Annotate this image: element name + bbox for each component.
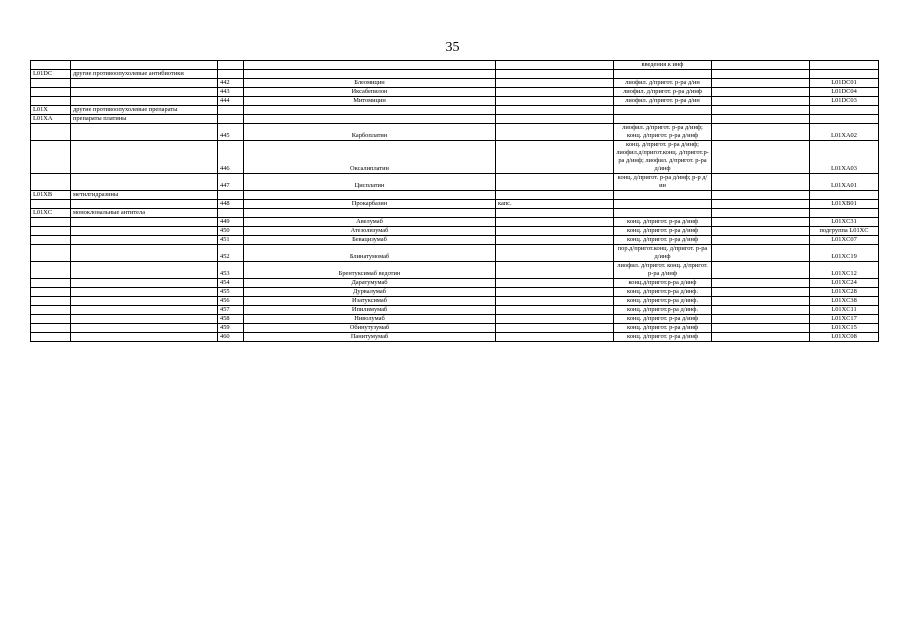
table-cell xyxy=(218,191,244,200)
table-cell xyxy=(712,141,810,174)
table-cell xyxy=(31,124,71,141)
table-cell xyxy=(218,115,244,124)
table-cell: конц. д/пригот.р-ра д/инф. xyxy=(614,297,712,306)
table-cell xyxy=(244,70,496,79)
table-cell xyxy=(31,315,71,324)
table-cell: введения к инф xyxy=(614,61,712,70)
table-cell xyxy=(31,306,71,315)
table-cell: 460 xyxy=(218,333,244,342)
table-cell: другие противоопухолевые антибиотики xyxy=(71,70,218,79)
table-cell: 453 xyxy=(218,262,244,279)
table-row xyxy=(31,61,879,70)
table-cell xyxy=(31,79,71,88)
table-cell xyxy=(496,106,614,115)
table-cell: 446 xyxy=(218,141,244,174)
table-cell: L01DC xyxy=(31,70,71,79)
table-cell: пор.д/пригот.конц. д/пригот. р-ра д/инф xyxy=(614,245,712,262)
table-cell: 448 xyxy=(218,200,244,209)
table-cell xyxy=(71,262,218,279)
table-row xyxy=(31,218,879,227)
table-row xyxy=(31,279,879,288)
table-cell xyxy=(31,97,71,106)
table-cell: Авелумаб xyxy=(244,218,496,227)
table-cell: 458 xyxy=(218,315,244,324)
table-cell xyxy=(712,70,810,79)
table-cell: L01XC xyxy=(31,209,71,218)
table-cell xyxy=(712,245,810,262)
table-cell: L01XC28 xyxy=(810,288,879,297)
table-row xyxy=(31,115,879,124)
table-row xyxy=(31,200,879,209)
table-cell xyxy=(244,191,496,200)
table-cell xyxy=(31,333,71,342)
table-cell xyxy=(712,262,810,279)
table-cell xyxy=(31,227,71,236)
table-cell: Брентуксимаб ведотин xyxy=(244,262,496,279)
table-cell xyxy=(31,324,71,333)
table-cell: конц. д/пригот. р-ра д/инф xyxy=(614,236,712,245)
table-cell: конц. д/пригот. р-ра д/инф xyxy=(614,315,712,324)
table-cell: 445 xyxy=(218,124,244,141)
table-cell xyxy=(71,174,218,191)
table-cell xyxy=(496,218,614,227)
table-cell xyxy=(496,88,614,97)
table-row xyxy=(31,288,879,297)
table-cell: метилгидразины xyxy=(71,191,218,200)
table-cell: L01XB01 xyxy=(810,200,879,209)
table-cell: конц. д/пригот. р-ра д/инф xyxy=(614,324,712,333)
table-cell: 456 xyxy=(218,297,244,306)
table-cell: лиофил. д/пригот. р-ра д/ин xyxy=(614,97,712,106)
table-cell xyxy=(712,227,810,236)
table-cell: 450 xyxy=(218,227,244,236)
table-cell: 447 xyxy=(218,174,244,191)
table-cell xyxy=(712,200,810,209)
table-cell xyxy=(31,236,71,245)
table-cell: Ниволумаб xyxy=(244,315,496,324)
table-cell xyxy=(810,115,879,124)
table-cell: 443 xyxy=(218,88,244,97)
table-cell xyxy=(218,106,244,115)
table-row xyxy=(31,97,879,106)
table-cell xyxy=(31,88,71,97)
table-cell xyxy=(31,61,71,70)
table-cell: L01XA01 xyxy=(810,174,879,191)
table-cell xyxy=(614,191,712,200)
table-cell xyxy=(614,200,712,209)
table-cell xyxy=(71,97,218,106)
table-cell xyxy=(712,297,810,306)
table-cell: Блеомицин xyxy=(244,79,496,88)
table-cell xyxy=(218,61,244,70)
table-cell: 442 xyxy=(218,79,244,88)
table-cell xyxy=(712,315,810,324)
table-cell: L01XC19 xyxy=(810,245,879,262)
table-cell: Даратумумаб xyxy=(244,279,496,288)
table-cell xyxy=(810,191,879,200)
table-cell xyxy=(712,209,810,218)
table-cell: 449 xyxy=(218,218,244,227)
table-cell: L01XC31 xyxy=(810,218,879,227)
table-cell xyxy=(496,141,614,174)
table-cell xyxy=(244,106,496,115)
table-cell: конц. д/пригот.р-ра д/инф. xyxy=(614,306,712,315)
table-cell xyxy=(712,324,810,333)
table-cell xyxy=(496,306,614,315)
table-cell xyxy=(71,61,218,70)
table-cell xyxy=(31,174,71,191)
table-row xyxy=(31,245,879,262)
table-cell xyxy=(496,245,614,262)
table-cell: Митомицин xyxy=(244,97,496,106)
table-row xyxy=(31,70,879,79)
table-cell: L01XA03 xyxy=(810,141,879,174)
table-cell: лиофил. д/пригот. конц. д/пригот. р-ра д/инф xyxy=(614,262,712,279)
table-cell: Цисплатин xyxy=(244,174,496,191)
table-cell: 452 xyxy=(218,245,244,262)
table-cell: Бевацизумаб xyxy=(244,236,496,245)
table-cell: 459 xyxy=(218,324,244,333)
table-cell xyxy=(496,227,614,236)
table-cell xyxy=(31,288,71,297)
table-cell xyxy=(496,97,614,106)
table-row xyxy=(31,315,879,324)
table-cell: конц.д/пригот.р-ра д/инф xyxy=(614,279,712,288)
table-row xyxy=(31,324,879,333)
table-cell xyxy=(712,79,810,88)
table-cell xyxy=(218,209,244,218)
table-cell xyxy=(496,61,614,70)
table-row xyxy=(31,79,879,88)
page-number: 35 xyxy=(445,40,460,55)
table-cell: конц. д/пригот. р-ра д/инф; р-р д/ин xyxy=(614,174,712,191)
table-cell: 457 xyxy=(218,306,244,315)
table-cell xyxy=(71,306,218,315)
table-cell xyxy=(712,218,810,227)
table-row xyxy=(31,88,879,97)
table-cell: конц. д/пригот. р-ра д/инф xyxy=(614,218,712,227)
table-cell xyxy=(496,236,614,245)
table-cell: L01XC12 xyxy=(810,262,879,279)
table-cell xyxy=(712,288,810,297)
table-cell: 444 xyxy=(218,97,244,106)
table-cell xyxy=(614,115,712,124)
table-cell xyxy=(810,106,879,115)
table-cell: L01XB xyxy=(31,191,71,200)
table-cell: L01XC15 xyxy=(810,324,879,333)
table-cell xyxy=(71,297,218,306)
table-cell xyxy=(614,70,712,79)
table-cell: Панитумумаб xyxy=(244,333,496,342)
table-cell xyxy=(71,88,218,97)
table-cell xyxy=(31,141,71,174)
table-cell xyxy=(496,315,614,324)
table-cell xyxy=(31,297,71,306)
table-cell xyxy=(496,124,614,141)
table-cell xyxy=(71,227,218,236)
table-cell xyxy=(712,191,810,200)
table-cell xyxy=(244,115,496,124)
table-cell: другие противоопухолевые препараты xyxy=(71,106,218,115)
table-cell xyxy=(31,200,71,209)
table-cell: лиофил. д/пригот. р-ра д/ин xyxy=(614,79,712,88)
table-cell xyxy=(496,333,614,342)
table-cell xyxy=(496,79,614,88)
table-cell xyxy=(31,262,71,279)
table-row xyxy=(31,262,879,279)
table-cell xyxy=(614,106,712,115)
table-cell: Иксабепилон xyxy=(244,88,496,97)
table-cell: конц. д/пригот. р-ра д/инф xyxy=(614,227,712,236)
table-cell xyxy=(71,236,218,245)
table-cell: конц. д/пригот. р-ра д/инф; лиофил.д/пригот.конц. д/пригот.р-ра д/инф; лиофил. д/пригот. р-ра д/инф xyxy=(614,141,712,174)
table-cell: L01DC04 xyxy=(810,88,879,97)
table-cell xyxy=(496,115,614,124)
table-cell xyxy=(712,124,810,141)
table-cell: Атезолизумаб xyxy=(244,227,496,236)
table-cell: L01XC08 xyxy=(810,333,879,342)
table-cell xyxy=(31,218,71,227)
table-cell xyxy=(712,333,810,342)
table-cell: моноклональные антитела xyxy=(71,209,218,218)
table-cell xyxy=(71,333,218,342)
table-cell xyxy=(31,245,71,262)
table-row xyxy=(31,297,879,306)
table-cell xyxy=(71,200,218,209)
table-cell: L01DC03 xyxy=(810,97,879,106)
table-cell xyxy=(71,324,218,333)
table-cell xyxy=(810,209,879,218)
table-cell: подгруппа L01XC xyxy=(810,227,879,236)
table-row xyxy=(31,306,879,315)
table-cell xyxy=(71,245,218,262)
table-cell: L01XC24 xyxy=(810,279,879,288)
table-row xyxy=(31,191,879,200)
table-row xyxy=(31,227,879,236)
table-cell xyxy=(71,141,218,174)
table-cell: Карбоплатин xyxy=(244,124,496,141)
table-cell: Обинутузумаб xyxy=(244,324,496,333)
table-cell: конц. д/пригот. р-ра д/инф xyxy=(614,333,712,342)
table-cell: L01XC07 xyxy=(810,236,879,245)
table-cell xyxy=(712,115,810,124)
table-cell: Блинатумомаб xyxy=(244,245,496,262)
table-cell xyxy=(614,209,712,218)
table-cell xyxy=(712,279,810,288)
table-cell: L01XA xyxy=(31,115,71,124)
table-cell xyxy=(71,79,218,88)
table-cell xyxy=(810,70,879,79)
table-cell xyxy=(712,97,810,106)
table-cell: L01XC38 xyxy=(810,297,879,306)
table-cell xyxy=(71,124,218,141)
drug-classification-table xyxy=(30,60,879,342)
table-row xyxy=(31,124,879,141)
table-cell: препараты платины xyxy=(71,115,218,124)
table-cell: L01XC11 xyxy=(810,306,879,315)
table-cell: Прокарбазин xyxy=(244,200,496,209)
table-cell: L01X xyxy=(31,106,71,115)
table-cell xyxy=(712,306,810,315)
table-cell xyxy=(496,324,614,333)
table-cell xyxy=(71,218,218,227)
table-cell xyxy=(218,70,244,79)
table-row xyxy=(31,333,879,342)
table-cell: Изатуксимаб xyxy=(244,297,496,306)
table-cell xyxy=(71,279,218,288)
table-cell xyxy=(712,174,810,191)
table-cell xyxy=(244,61,496,70)
table-cell xyxy=(496,191,614,200)
table-cell: Оксалиплатин xyxy=(244,141,496,174)
table-row xyxy=(31,209,879,218)
table-cell xyxy=(496,262,614,279)
table-cell: капс. xyxy=(496,200,614,209)
table-cell xyxy=(31,279,71,288)
table-cell xyxy=(496,288,614,297)
table-cell xyxy=(712,88,810,97)
table-cell: Ипилимумаб xyxy=(244,306,496,315)
table-cell: Дурвалумаб xyxy=(244,288,496,297)
table-cell: L01DC01 xyxy=(810,79,879,88)
table-body xyxy=(31,61,879,342)
table-row xyxy=(31,106,879,115)
table-row xyxy=(31,141,879,174)
table-cell: L01XC17 xyxy=(810,315,879,324)
table-cell xyxy=(712,61,810,70)
table-cell: лиофил. д/пригот. р-ра д/инф; конц. д/пригот. р-ра д/инф xyxy=(614,124,712,141)
table-cell xyxy=(712,106,810,115)
table-cell xyxy=(496,297,614,306)
table-cell xyxy=(71,315,218,324)
table-row xyxy=(31,174,879,191)
table-cell xyxy=(496,279,614,288)
table-cell: L01XA02 xyxy=(810,124,879,141)
table-cell xyxy=(496,174,614,191)
table-cell: лиофил. д/пригот. р-ра д/инф xyxy=(614,88,712,97)
table-cell xyxy=(244,209,496,218)
table-cell xyxy=(71,288,218,297)
table-cell xyxy=(712,236,810,245)
table-cell xyxy=(810,61,879,70)
table-cell xyxy=(496,209,614,218)
table-cell: 451 xyxy=(218,236,244,245)
table-cell: конц. д/пригот.р-ра д/инф. xyxy=(614,288,712,297)
table-cell: 455 xyxy=(218,288,244,297)
table-cell xyxy=(496,70,614,79)
table-row xyxy=(31,236,879,245)
table-cell: 454 xyxy=(218,279,244,288)
